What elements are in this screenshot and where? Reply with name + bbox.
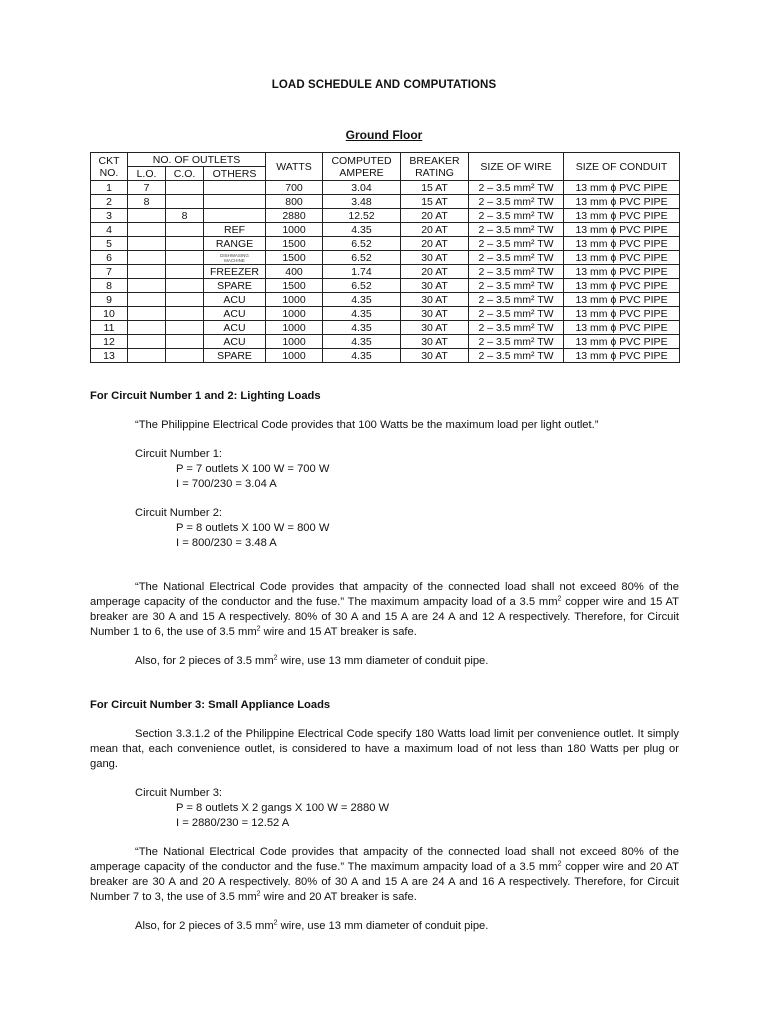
cell-others: REF [204,223,266,237]
cell-co [166,349,204,363]
cell-ckt: 9 [91,293,128,307]
cell-others: SPARE [204,279,266,293]
cell-conduit: 13 mm ɸ PVC PIPE [564,265,680,279]
cell-wire: 2 – 3.5 mm² TW [469,307,564,321]
cell-ampere: 6.52 [323,279,401,293]
circuit-3-label: Circuit Number 3: [135,787,223,799]
table-row [91,209,680,223]
nec-paragraph: “The National Electrical Code provides that ampacity of the connected load shall not exceed 80% of the amperage capacity of the conductor and the fuse.” The maximum ampacity load of a 3.5 $mm^2$ copper wire and 20 AT breaker are 30 A and 20 A respectively. 80% of 30 A and 15 A are 24 A and 16 A respectively. Therefore, for Circuit Number 7 to 3, the use of 3.5 $mm^2$ wire and 20 AT breaker is safe. [90,846,679,903]
cell-ampere: 6.52 [323,251,401,265]
circuit-2-power: P = 8 outlets X 100 W = 800 W [176,522,330,534]
cell-wire: 2 – 3.5 mm² TW [469,265,564,279]
cell-ampere: 6.52 [323,237,401,251]
header-size-of-conduit: SIZE OF CONDUIT [564,153,680,181]
cell-watts: 700 [266,181,323,195]
cell-conduit: 13 mm ɸ PVC PIPE [564,209,680,223]
cell-lo [128,321,166,335]
section-small-appliance-loads [90,698,679,934]
cell-ckt: 7 [91,265,128,279]
cell-co [166,223,204,237]
cell-lo [128,307,166,321]
table-row [91,279,680,293]
circuit-3-power: P = 8 outlets X 2 gangs X 100 W = 2880 W [176,802,390,814]
cell-conduit: 13 mm ɸ PVC PIPE [564,237,680,251]
header-no-of-outlets: NO. OF OUTLETS [128,153,266,167]
cell-wire: 2 – 3.5 mm² TW [469,349,564,363]
cell-co [166,279,204,293]
cell-conduit: 13 mm ɸ PVC PIPE [564,307,680,321]
cell-others: SPARE [204,349,266,363]
circuit-1-current: I = 700/230 = 3.04 A [176,478,277,490]
cell-wire: 2 – 3.5 mm² TW [469,321,564,335]
cell-others: FREEZER [204,265,266,279]
cell-watts: 1000 [266,321,323,335]
table-row [91,181,680,195]
cell-ampere: 4.35 [323,335,401,349]
cell-wire: 2 – 3.5 mm² TW [469,209,564,223]
cell-ckt: 5 [91,237,128,251]
cell-ampere: 4.35 [323,307,401,321]
cell-ckt: 10 [91,307,128,321]
cell-watts: 1000 [266,223,323,237]
cell-wire: 2 – 3.5 mm² TW [469,293,564,307]
cell-ckt: 2 [91,195,128,209]
cell-watts: 1000 [266,335,323,349]
cell-co [166,181,204,195]
section-lighting-loads [90,389,679,669]
cell-conduit: 13 mm ɸ PVC PIPE [564,251,680,265]
cell-watts: 1000 [266,349,323,363]
circuit-1-label: Circuit Number 1: [135,448,223,460]
header-ckt-no: CKT NO. [91,153,128,181]
table-row [91,307,680,321]
section-heading: For Circuit Number 1 and 2: Lighting Loads [90,390,321,402]
cell-ckt: 3 [91,209,128,223]
cell-co [166,335,204,349]
cell-watts: 800 [266,195,323,209]
cell-wire: 2 – 3.5 mm² TW [469,223,564,237]
cell-lo [128,279,166,293]
pec-quote: “The Philippine Electrical Code provides that 100 Watts be the maximum load per light outlet.” [135,419,599,431]
cell-breaker: 20 AT [401,265,469,279]
cell-co: 8 [166,209,204,223]
header-computed-ampere: COMPUTED AMPERE [323,153,401,181]
cell-lo [128,349,166,363]
table-row [91,349,680,363]
cell-others [204,181,266,195]
cell-ampere: 4.35 [323,349,401,363]
cell-watts: 1000 [266,307,323,321]
cell-ampere: 3.48 [323,195,401,209]
cell-others: ACU [204,293,266,307]
cell-others: ACU [204,321,266,335]
cell-others: ACU [204,335,266,349]
circuit-2-current: I = 800/230 = 3.48 A [176,537,277,549]
cell-ampere: 4.35 [323,223,401,237]
header-size-of-wire: SIZE OF WIRE [469,153,564,181]
cell-conduit: 13 mm ɸ PVC PIPE [564,335,680,349]
cell-conduit: 13 mm ɸ PVC PIPE [564,195,680,209]
cell-breaker: 15 AT [401,181,469,195]
cell-others [204,209,266,223]
cell-wire: 2 – 3.5 mm² TW [469,181,564,195]
cell-ckt: 4 [91,223,128,237]
cell-lo [128,293,166,307]
conduit-note: Also, for 2 pieces of 3.5 $mm^2$ wire, use 13 mm diameter of conduit pipe. [135,919,489,932]
cell-breaker: 30 AT [401,335,469,349]
table-row [91,223,680,237]
cell-lo [128,251,166,265]
cell-ckt: 6 [91,251,128,265]
cell-conduit: 13 mm ɸ PVC PIPE [564,223,680,237]
section-heading: For Circuit Number 3: Small Appliance Loads [90,699,331,711]
cell-watts: 400 [266,265,323,279]
cell-conduit: 13 mm ɸ PVC PIPE [564,279,680,293]
cell-breaker: 30 AT [401,307,469,321]
header-lo: L.O. [128,167,166,181]
header-others: OTHERS [204,167,266,181]
cell-co [166,251,204,265]
cell-breaker: 30 AT [401,349,469,363]
load-schedule-table [90,152,680,363]
cell-wire: 2 – 3.5 mm² TW [469,237,564,251]
cell-breaker: 20 AT [401,237,469,251]
cell-ckt: 13 [91,349,128,363]
cell-conduit: 13 mm ɸ PVC PIPE [564,321,680,335]
cell-wire: 2 – 3.5 mm² TW [469,195,564,209]
cell-ampere: 1.74 [323,265,401,279]
cell-co [166,237,204,251]
table-row [91,265,680,279]
circuit-3-current: I = 2880/230 = 12.52 A [176,817,290,829]
cell-lo [128,223,166,237]
cell-conduit: 13 mm ɸ PVC PIPE [564,349,680,363]
cell-lo [128,265,166,279]
cell-breaker: 30 AT [401,321,469,335]
cell-others: RANGE [204,237,266,251]
cell-ampere: 12.52 [323,209,401,223]
circuit-2-label: Circuit Number 2: [135,507,223,519]
table-row [91,321,680,335]
table-row [91,237,680,251]
cell-co [166,195,204,209]
nec-paragraph: “The National Electrical Code provides that ampacity of the connected load shall not exceed 80% of the amperage capacity of the conductor and the fuse.” The maximum ampacity load of a 3.5 $mm^2$ copper wire and 15 AT breaker are 30 A and 15 A respectively. 80% of 30 A and 15 A are 24 A and 12 A respectively. Therefore, for Circuit Number 1 to 6, the use of 3.5 $mm^2$ wire and 15 AT breaker is safe. [90,581,679,638]
cell-ckt: 1 [91,181,128,195]
circuit-1-power: P = 7 outlets X 100 W = 700 W [176,463,330,475]
cell-breaker: 30 AT [401,279,469,293]
cell-ampere: 4.35 [323,321,401,335]
cell-others: DISHWASING MACHINE [204,251,266,265]
cell-ckt: 8 [91,279,128,293]
cell-watts: 2880 [266,209,323,223]
cell-wire: 2 – 3.5 mm² TW [469,279,564,293]
pec-paragraph: Section 3.3.1.2 of the Philippine Electrical Code specify 180 Watts load limit per convenience outlet. It simply mean that, each convenience outlet, is considered to have a maximum load of not less than 180 Watts per plug or gang. [90,728,679,770]
cell-co [166,293,204,307]
cell-conduit: 13 mm ɸ PVC PIPE [564,181,680,195]
cell-breaker: 20 AT [401,209,469,223]
header-co: C.O. [166,167,204,181]
cell-ckt: 12 [91,335,128,349]
cell-conduit: 13 mm ɸ PVC PIPE [564,293,680,307]
cell-breaker: 20 AT [401,223,469,237]
cell-breaker: 30 AT [401,251,469,265]
cell-ampere: 3.04 [323,181,401,195]
section-subtitle: Ground Floor [345,128,423,142]
cell-co [166,321,204,335]
header-breaker-rating: BREAKER RATING [401,153,469,181]
cell-others [204,195,266,209]
cell-lo [128,237,166,251]
cell-watts: 1500 [266,251,323,265]
table-row [91,195,680,209]
table-header-row [91,153,680,167]
cell-breaker: 30 AT [401,293,469,307]
cell-wire: 2 – 3.5 mm² TW [469,335,564,349]
cell-watts: 1500 [266,279,323,293]
table-row [91,335,680,349]
cell-ampere: 4.35 [323,293,401,307]
cell-breaker: 15 AT [401,195,469,209]
table-row [91,293,680,307]
cell-watts: 1000 [266,293,323,307]
document-title: LOAD SCHEDULE AND COMPUTATIONS [271,79,497,91]
cell-lo: 7 [128,181,166,195]
cell-lo: 8 [128,195,166,209]
cell-watts: 1500 [266,237,323,251]
header-watts: WATTS [266,153,323,181]
cell-lo [128,209,166,223]
cell-wire: 2 – 3.5 mm² TW [469,251,564,265]
cell-co [166,307,204,321]
cell-co [166,265,204,279]
cell-ckt: 11 [91,321,128,335]
cell-lo [128,335,166,349]
conduit-note: Also, for 2 pieces of 3.5 $mm^2$ wire, use 13 mm diameter of conduit pipe. [135,654,489,667]
cell-others: ACU [204,307,266,321]
table-row [91,251,680,265]
